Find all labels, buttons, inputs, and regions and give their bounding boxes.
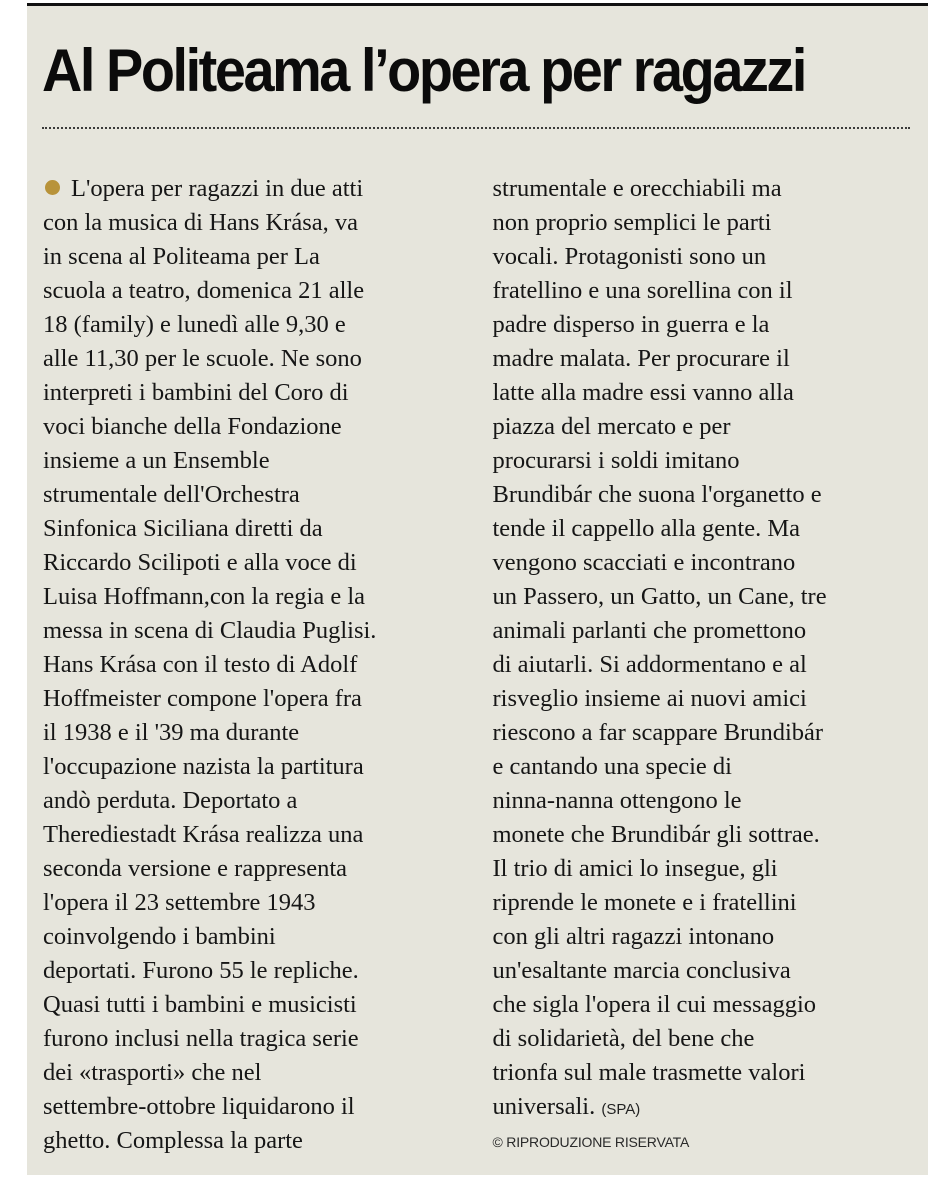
text-line: Luisa Hoffmann,con la regia e la (43, 583, 366, 610)
article-body (43, 172, 915, 1158)
text-line: in scena al Politeama per La (43, 243, 320, 270)
text-line: Il trio di amici lo insegue, gli (492, 855, 778, 882)
text-line: madre malata. Per procurare il (492, 345, 790, 372)
text-line: interpreti i bambini del Coro di (43, 379, 349, 406)
text-line: messa in scena di Claudia Puglisi. (43, 617, 377, 644)
bullet-dot-icon (45, 180, 60, 195)
text-line: di solidarietà, del bene che (492, 1025, 755, 1052)
text-line: padre disperso in guerra e la (492, 311, 770, 338)
text-line: strumentale e orecchiabili ma (492, 175, 782, 202)
text-line: Sinfonica Siciliana diretti da (43, 515, 323, 542)
text-line: Hans Krása con il testo di Adolf (43, 651, 358, 678)
text-line: procurarsi i soldi imitano (492, 447, 740, 474)
text-line: trionfa sul male trasmette valori (492, 1059, 806, 1086)
text-line: settembre-ottobre liquidarono il (43, 1093, 355, 1120)
text-line: L'opera per ragazzi in due atti (43, 172, 466, 206)
text-line: monete che Brundibár gli sottrae. (492, 821, 820, 848)
text-line: fratellino e una sorellina con il (492, 277, 793, 304)
text-line: ghetto. Complessa la parte (43, 1127, 303, 1154)
text-line: scuola a teatro, domenica 21 alle (43, 277, 365, 304)
text-line: l'opera il 23 settembre 1943 (43, 889, 316, 916)
column-left (43, 172, 466, 1158)
text-line: Quasi tutti i bambini e musicisti (43, 991, 357, 1018)
text-line: Therediestadt Krása realizza una (43, 821, 364, 848)
column-right (493, 172, 916, 1158)
text-line: ninna-nanna ottengono le (492, 787, 742, 814)
text-line: Hoffmeister compone l'opera fra (43, 685, 362, 712)
text-line: vengono scacciati e incontrano (492, 549, 796, 576)
text-line: il 1938 e il '39 ma durante (43, 719, 300, 746)
text-line: strumentale dell'Orchestra (43, 481, 300, 508)
text-line: furono inclusi nella tragica serie (43, 1025, 359, 1052)
text-line: latte alla madre essi vanno alla (492, 379, 794, 406)
text-line: coinvolgendo i bambini (43, 923, 276, 950)
copyright-notice: © RIPRODUZIONE RISERVATA (492, 1134, 690, 1150)
text-line: deportati. Furono 55 le repliche. (43, 957, 359, 984)
text-line: con gli altri ragazzi intonano (492, 923, 775, 950)
article-panel (27, 3, 928, 1175)
text-line: voci bianche della Fondazione (43, 413, 342, 440)
text-line: dei «trasporti» che nel (43, 1059, 262, 1086)
text-line: alle 11,30 per le scuole. Ne sono (43, 345, 362, 372)
text-line: con la musica di Hans Krása, va (43, 209, 358, 236)
text-line: un Passero, un Gatto, un Cane, tre (492, 583, 827, 610)
text-line: riprende le monete e i fratellini (492, 889, 797, 916)
text-line: riescono a far scappare Brundibár (492, 719, 824, 746)
text-line: andò perduta. Deportato a (43, 787, 298, 814)
text-line-last: universali. (SPA) (492, 1093, 641, 1120)
article-title: Al Politeama l’opera per ragazzi (42, 37, 806, 104)
text-line: 18 (family) e lunedì alle 9,30 e (43, 311, 346, 338)
text-line: Riccardo Scilipoti e alla voce di (43, 549, 357, 576)
author-signature: (SPA) (601, 1101, 641, 1118)
text-line: e cantando una specie di (492, 753, 732, 780)
text-line: un'esaltante marcia conclusiva (492, 957, 791, 984)
text-line: piazza del mercato e per (492, 413, 731, 440)
text-line: risveglio insieme ai nuovi amici (492, 685, 807, 712)
text-line: non proprio semplici le parti (492, 209, 772, 236)
text-line: di aiutarli. Si addormentano e al (492, 651, 807, 678)
text-line: tende il cappello alla gente. Ma (492, 515, 800, 542)
text-line: che sigla l'opera il cui messaggio (492, 991, 817, 1018)
text-line: animali parlanti che promettono (492, 617, 807, 644)
dotted-divider (42, 127, 910, 129)
text-line: Brundibár che suona l'organetto e (492, 481, 822, 508)
text-line: insieme a un Ensemble (43, 447, 270, 474)
text-line: seconda versione e rappresenta (43, 855, 348, 882)
text-line: vocali. Protagonisti sono un (492, 243, 767, 270)
text-line: l'occupazione nazista la partitura (43, 753, 364, 780)
